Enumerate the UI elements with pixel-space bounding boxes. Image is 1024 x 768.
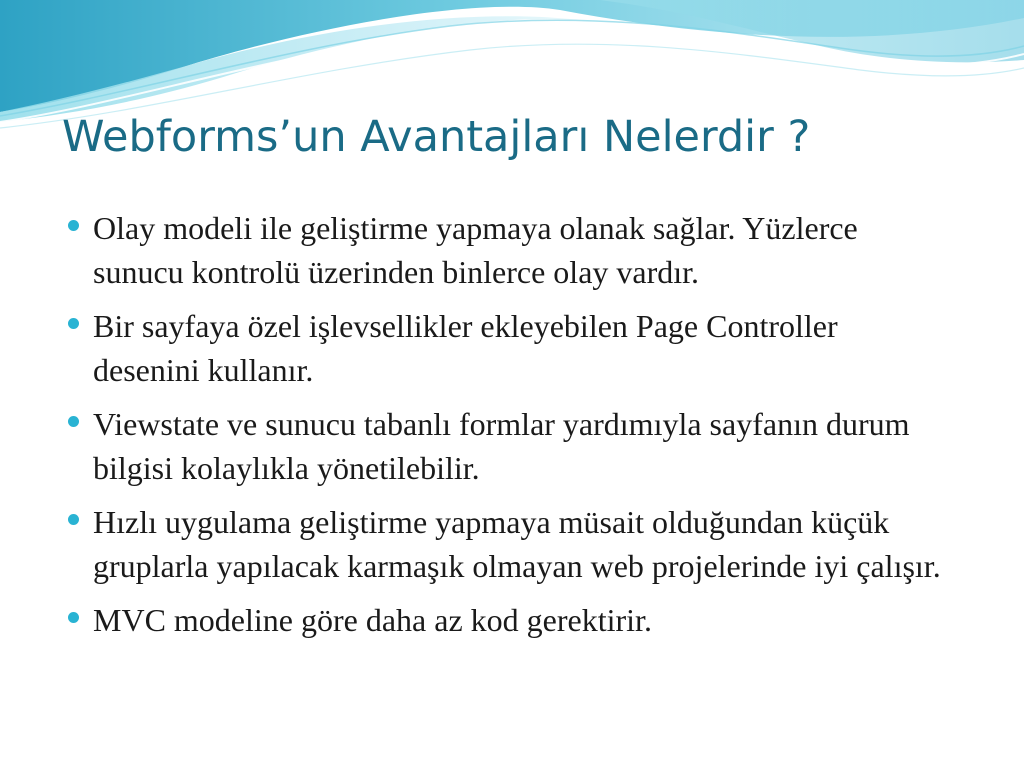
bullet-list: [65, 206, 945, 652]
bullet-item: [65, 402, 945, 490]
bullet-dot-icon: [68, 612, 79, 623]
bullet-item: [65, 500, 945, 588]
bullet-dot-icon: [68, 318, 79, 329]
bullet-text: Bir sayfaya özel işlevsellikler ekleyebilen Page Controller desenini kullanır.: [93, 308, 838, 388]
bullet-text: MVC modeline göre daha az kod gerektirir.: [93, 602, 652, 638]
bullet-item: [65, 598, 945, 642]
bullet-item: [65, 206, 945, 294]
bullet-text: Viewstate ve sunucu tabanlı formlar yardımıyla sayfanın durum bilgisi kolaylıkla yönetilebilir.: [93, 406, 910, 486]
slide-title: Webforms’un Avantajları Nelerdir ?: [62, 112, 811, 162]
bullet-text: Olay modeli ile geliştirme yapmaya olanak sağlar. Yüzlerce sunucu kontrolü üzerinden binlerce olay vardır.: [93, 210, 858, 290]
bullet-dot-icon: [68, 514, 79, 525]
wave-header-decoration: [0, 0, 1024, 130]
bullet-item: [65, 304, 945, 392]
bullet-dot-icon: [68, 220, 79, 231]
bullet-dot-icon: [68, 416, 79, 427]
bullet-text: Hızlı uygulama geliştirme yapmaya müsait olduğundan küçük gruplarla yapılacak karmaşık olmayan web projelerinde iyi çalışır.: [93, 504, 941, 584]
